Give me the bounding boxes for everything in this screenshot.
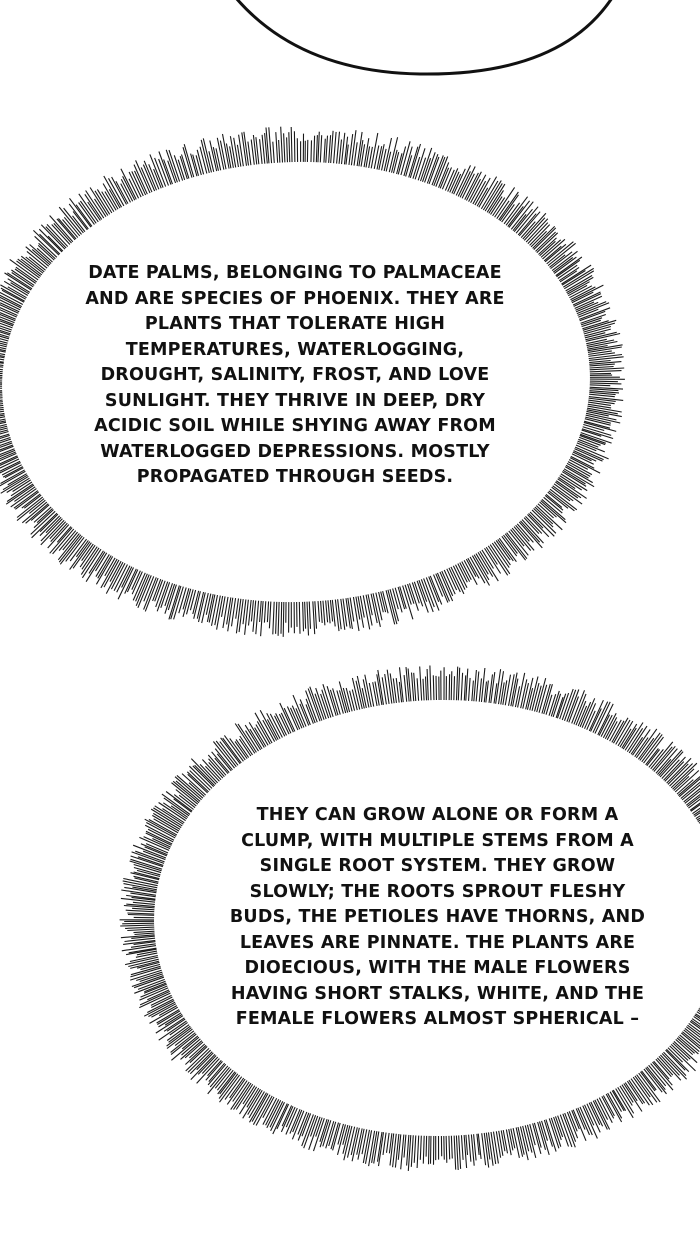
narration-text-1 [60,261,530,491]
narration-1-line: TEMPERATURES, WATERLOGGING, [125,339,465,360]
narration-1-line: ACIDIC SOIL WHILE SHYING AWAY FROM [94,416,496,436]
narration-2-line: THEY CAN GROW ALONE OR FORM A [256,805,619,825]
narration-1-line: DATE PALMS, BELONGING TO PALMACEAE [88,263,502,283]
narration-2-line: FEMALE FLOWERS ALMOST SPHERICAL – [235,1009,640,1029]
narration-1-line: AND ARE SPECIES OF PHOENIX. THEY ARE [85,288,505,309]
narration-text-2 [200,803,675,1033]
narration-2-line: HAVING SHORT STALKS, WHITE, AND THE [230,983,645,1004]
narration-1-line: DROUGHT, SALINITY, FROST, AND LOVE [100,365,490,385]
narration-2-line: BUDS, THE PETIOLES HAVE THORNS, AND [229,907,646,927]
narration-1-line: PROPAGATED THROUGH SEEDS. [136,467,454,487]
narration-2-line: LEAVES ARE PINNATE. THE PLANTS ARE [239,932,636,953]
narration-2-line: CLUMP, WITH MULTIPLE STEMS FROM A [241,830,634,851]
narration-2-line: SLOWLY; THE ROOTS SPROUT FLESHY [249,881,626,902]
narration-1-line: SUNLIGHT. THEY THRIVE IN DEEP, DRY [104,390,486,411]
narration-1-line: PLANTS THAT TOLERATE HIGH [144,314,446,334]
narration-2-line: SINGLE ROOT SYSTEM. THEY GROW [259,856,616,876]
narration-1-line: WATERLOGGED DEPRESSIONS. MOSTLY [100,441,490,462]
narration-2-line: DIOECIOUS, WITH THE MALE FLOWERS [244,958,631,978]
